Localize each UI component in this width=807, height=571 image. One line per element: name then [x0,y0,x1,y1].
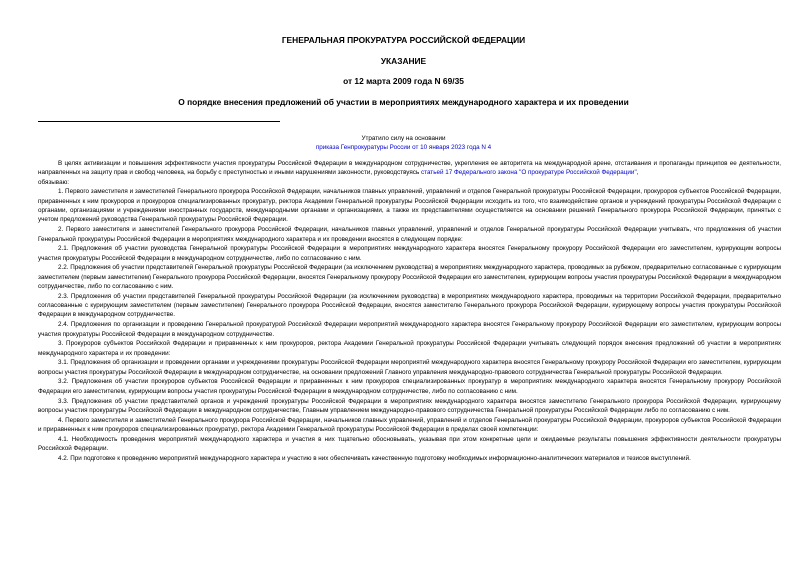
paragraph-3-1: 3.1. Предложения об организации и проведении органами и учреждениями прокуратуры Российской Федерации мероприятий международного характера вносятся Генеральному прокурору Российской Федерации его заместителем, курирующим вопросы участия прокуратуры Российской Федерации в международном сотрудничестве, на основании предложений Главного управления международно-правового сотрудничества Генеральной прокуратуры Российской Федерации. [38,359,781,376]
paragraph-4-2: 4.2. При подготовке к проведению мероприятий международного характера и участию в них обеспечивать качественную подготовку необходимых информационно-аналитических материалов и тезисов выступлений. [58,454,691,462]
header-divider [38,121,280,122]
issuing-organization: ГЕНЕРАЛЬНАЯ ПРОКУРАТУРА РОССИЙСКОЙ ФЕДЕРАЦИИ [281,35,526,45]
paragraph-2-2: 2.2. Предложения об участии представителей Генеральной прокуратуры Российской Федерации (за исключением руководства) в мероприятиях международного характера, проводимых за рубежом, предварительно согласованные с курирующим заместителем (первым заместителем) Генерального прокурора Российской Федерации, вносятся Генеральному прокурору Российской Федерации его заместителем, курирующим вопросы участия прокуратуры Российской Федерации в международном сотрудничестве, либо по согласованию с ним. [38,264,781,291]
intro-tail: , [636,169,639,177]
paragraph-3: 3. Прокуроров субъектов Российской Федерации и приравненных к ним прокуроров, ректора Академии Генеральной прокуратуры Российской Федерации учитывать следующий порядок внесения предложений об участии в мероприятиях международного характера и их проведении: [38,340,781,357]
paragraph-3-2: 3.2. Предложения об участии прокуроров субъектов Российской Федерации и приравненных к ним прокуроров специализированных прокуратур в мероприятиях международного характера вносятся Генеральному прокурору Российской Федерации его заместителем, курирующим вопросы участия прокуратуры Российской Федерации в международном сотрудничестве, либо по согласованию с ним. [38,378,781,395]
status-note: Утратило силу на основании [361,135,446,142]
intro-paragraph [38,159,781,178]
document-date-number: от 12 марта 2009 года N 69/35 [343,76,464,86]
status-note-link-line [0,143,807,152]
paragraph-3-3: 3.3. Предложения об участии представителей органов и учреждений прокуратуры Российской Федерации в мероприятиях международного характера вносятся заместителю Генерального прокурора Российской Федерации, курирующему вопросы участия прокуратуры Российской Федерации в международном сотрудничестве, Главным управлением международно-правового сотрудничества Генеральной прокуратуры Российской Федерации либо по согласованию с ним. [38,397,781,414]
document-title: О порядке внесения предложений об участии в мероприятиях международного характера и их проведении [178,97,629,107]
document-type: УКАЗАНИЕ [380,56,427,66]
intro-text: В целях активизации и повышения эффективности участия прокуратуры Российской Федерации в международном сотрудничестве, укрепления ее авторитета на международной арене, отстаивания и пропаганды принципов ее деятельности, направленных на защиту прав и свобод человека, на борьбу с преступностью и иными нарушениями законности, руководствуясь [38,160,781,177]
paragraph-2-1: 2.1. Предложения об участии руководства Генеральной прокуратуры Российской Федерации в мероприятиях международного характера вносятся Генеральному прокурору Российской Федерации его заместителем, курирующим вопросы участия прокуратуры Российской Федерации в международном сотрудничестве, либо по согласованию с ним. [38,245,781,262]
paragraph-2-3: 2.3. Предложения об участии представителей Генеральной прокуратуры Российской Федерации (за исключением руководства) в мероприятиях международного характера, проводимых на территории Российской Федерации, предварительно согласованные с курирующим заместителем (первым заместителем) Генерального прокурора Российской Федерации, вносятся заместителю Генерального прокурора Российской Федерации, курирующему вопросы участия прокуратуры Российской Федерации в международном сотрудничестве. [38,292,781,319]
paragraph-2-4: 2.4. Предложения по организации и проведению Генеральной прокуратурой Российской Федерации мероприятий международного характера вносятся Генеральному прокурору Российской Федерации его заместителем, курирующим вопросы участия прокуратуры Российской Федерации в международном сотрудничестве. [38,321,781,338]
paragraph-4: 4. Первого заместителя и заместителей Генерального прокурора Российской Федерации, начальников главных управлений, управлений и отделов Генеральной прокуратуры Российской Федерации, прокуроров субъектов Российской Федерации и приравненных к ним прокуроров специализированных прокуратур, ректора Академии Генеральной прокуратуры Российской Федерации в пределах своей компетенции: [38,416,781,433]
paragraph-1: 1. Первого заместителя и заместителей Генерального прокурора Российской Федерации, начальников главных управлений, управлений и отделов Генеральной прокуратуры Российской Федерации, прокуроров субъектов Российской Федерации, приравненных к ним прокуроров и прокуроров специализированных прокуратур, ректора Академии Генеральной прокуратуры Российской Федерации исходить из того, что взаимодействие органов и учреждений прокуратуры Российской Федерации с органами, организациями и учреждениями иностранных государств, международными органами и организациями, а также их представителями осуществляется на основании решений Генерального прокурора Российской Федерации, принятых с учетом предложений руководства Генеральной прокуратуры Российской Федерации. [38,188,781,224]
paragraph-2: 2. Первого заместителя и заместителей Генерального прокурора Российской Федерации, начальников главных управлений, управлений и отделов Генеральной прокуратуры Российской Федерации учитывать, что предложения об участии Генеральной прокуратуры Российской Федерации в мероприятиях международного характера и их проведении вносятся в следующем порядке: [38,226,781,243]
law-article-link[interactable]: статьей 17 Федерального закона "О прокуратуре Российской Федерации" [420,169,637,177]
repeal-order-link[interactable]: приказа Генпрокуратуры России от 10 января 2023 года N 4 [315,144,492,151]
obligate-line: обязываю: [38,178,70,186]
document-body [38,159,781,463]
paragraph-4-1: 4.1. Необходимость проведения мероприятий международного характера и участия в них тщательно обосновывать, указывая при этом конкретные цели и ожидаемые результаты повышения эффективности деятельности прокуратуры Российской Федерации. [38,435,781,452]
